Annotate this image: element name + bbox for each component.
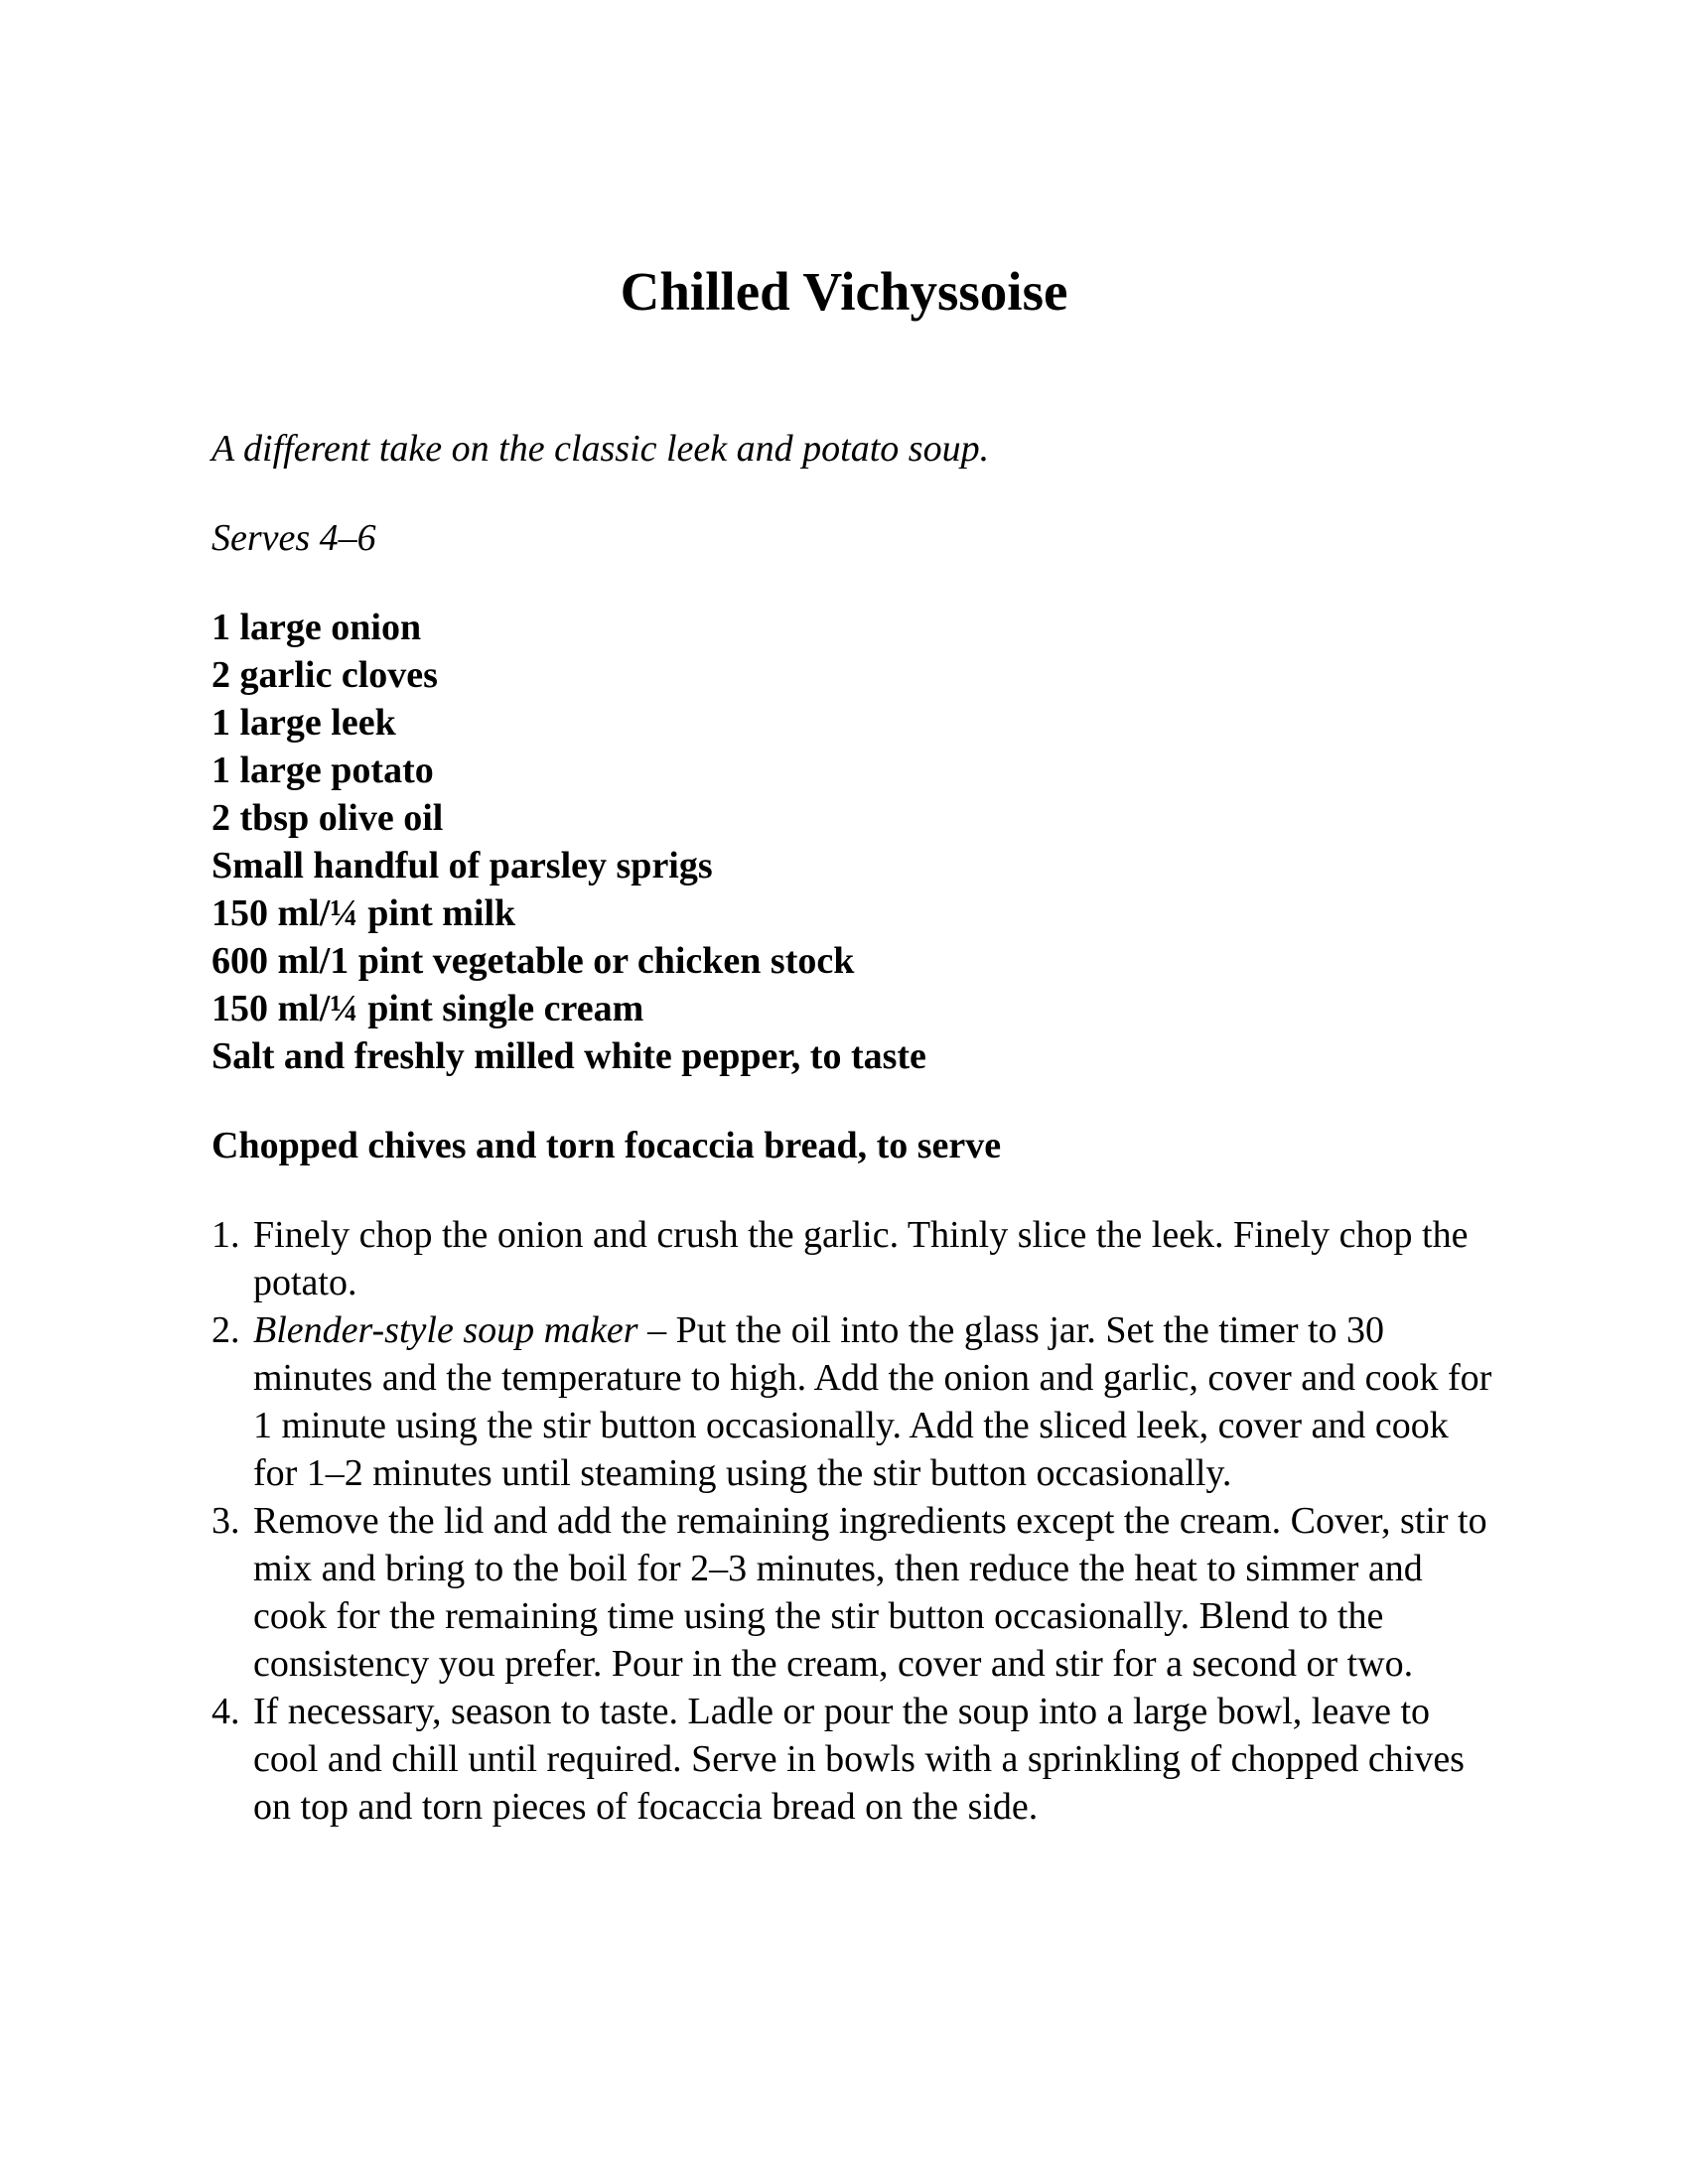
- method-steps: [211, 1211, 1492, 1831]
- step-number: 1.: [211, 1214, 240, 1256]
- step-text: – Put the oil into the glass jar. Set the timer to 30 minutes and the temperature to high. Add the onion and garlic, cover and cook for 1 minute using the stir button occasionally. Add the sliced leek, cover and cook for 1–2 minutes until steaming using the stir button occasionally.: [253, 1309, 1492, 1494]
- step-text-container: [253, 1211, 1492, 1306]
- step-text-container: [253, 1497, 1492, 1688]
- method-step: [211, 1497, 1492, 1688]
- method-step: [211, 1688, 1492, 1831]
- ingredient-item: 150 ml/¼ pint milk: [211, 892, 516, 934]
- step-number: 2.: [211, 1309, 240, 1351]
- recipe-intro: A different take on the classic leek and potato soup.: [211, 428, 990, 470]
- ingredient-item: 2 garlic cloves: [211, 654, 438, 696]
- recipe-content: [211, 425, 1492, 1831]
- ingredient-item: 1 large leek: [211, 702, 396, 744]
- servings-note: Serves 4–6: [211, 517, 376, 559]
- ingredient-item: 1 large onion: [211, 607, 422, 648]
- ingredient-item: Small handful of parsley sprigs: [211, 845, 713, 887]
- step-text-container: [253, 1306, 1492, 1497]
- step-lead: Blender-style soup maker: [253, 1309, 638, 1351]
- step-text: Remove the lid and add the remaining ingredients except the cream. Cover, stir to mix and bring to the boil for 2–3 minutes, then reduce the heat to simmer and cook for the remaining time using the stir button occasionally. Blend to the consistency you prefer. Pour in the cream, cover and stir for a second or two.: [253, 1500, 1487, 1685]
- method-step: [211, 1306, 1492, 1497]
- ingredient-item: Salt and freshly milled white pepper, to taste: [211, 1035, 926, 1077]
- step-text: Finely chop the onion and crush the garlic. Thinly slice the leek. Finely chop the potato.: [253, 1214, 1469, 1303]
- ingredient-item: 600 ml/1 pint vegetable or chicken stock: [211, 940, 855, 982]
- ingredient-list: [211, 604, 1492, 1080]
- ingredient-item: 1 large potato: [211, 750, 434, 791]
- ingredient-item: 150 ml/¼ pint single cream: [211, 988, 644, 1029]
- ingredient-item: 2 tbsp olive oil: [211, 797, 444, 839]
- step-number: 3.: [211, 1500, 240, 1542]
- serving-suggestion: Chopped chives and torn focaccia bread, to serve: [211, 1125, 1002, 1166]
- recipe-title: Chilled Vichyssoise: [620, 261, 1068, 322]
- step-text-container: [253, 1688, 1492, 1831]
- step-number: 4.: [211, 1691, 240, 1732]
- method-step: [211, 1211, 1492, 1306]
- step-text: If necessary, season to taste. Ladle or pour the soup into a large bowl, leave to cool and chill until required. Serve in bowls with a sprinkling of chopped chives on top and torn pieces of focaccia bread on the side.: [253, 1691, 1465, 1828]
